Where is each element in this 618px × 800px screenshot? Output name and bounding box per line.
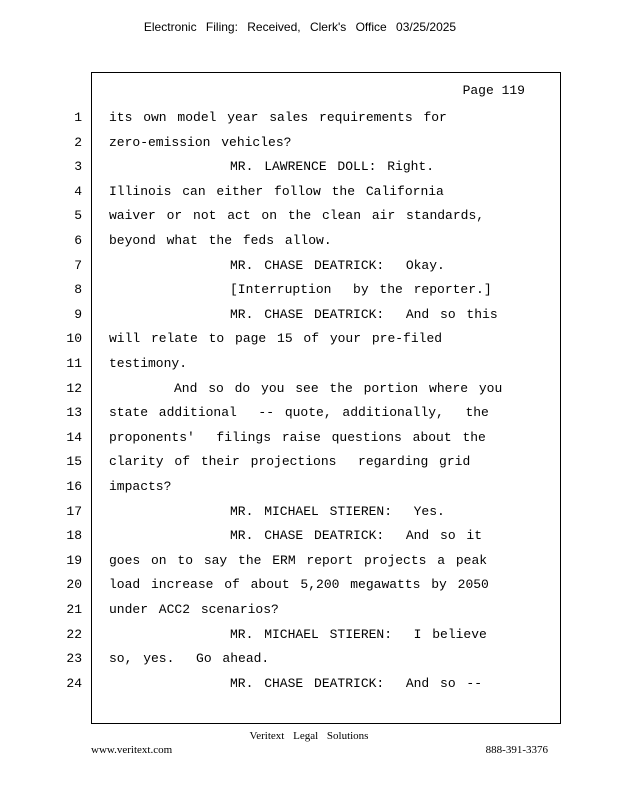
transcript-line bbox=[0, 280, 618, 300]
line-text: testimony. bbox=[109, 356, 188, 371]
line-text: so, yes. Go ahead. bbox=[109, 651, 270, 667]
footer-company: Veritext Legal Solutions bbox=[249, 730, 369, 742]
line-number: 4 bbox=[74, 183, 82, 199]
transcript-line bbox=[0, 133, 618, 153]
line-text: clarity of their projections regarding grid bbox=[109, 454, 471, 470]
line-number: 21 bbox=[66, 602, 82, 617]
line-text: MR. MICHAEL STIEREN: I believe bbox=[230, 626, 487, 642]
line-number: 15 bbox=[66, 454, 82, 470]
transcript-line bbox=[0, 329, 618, 349]
line-text: beyond what the feds allow. bbox=[109, 233, 332, 248]
transcript-line bbox=[0, 157, 618, 177]
line-text: load increase of about 5,200 megawatts by 2050 bbox=[109, 577, 489, 593]
line-text: goes on to say the ERM report projects a peak bbox=[109, 552, 488, 568]
line-number: 24 bbox=[66, 675, 82, 691]
transcript-line bbox=[0, 674, 618, 694]
transcript-line bbox=[0, 452, 618, 472]
line-text: MR. CHASE DEATRICK: Okay. bbox=[230, 257, 445, 273]
footer-phone: 888-391-3376 bbox=[485, 744, 548, 756]
transcript-line bbox=[0, 477, 618, 497]
line-number: 12 bbox=[66, 380, 82, 396]
line-number: 2 bbox=[74, 134, 82, 150]
line-number: 10 bbox=[66, 331, 82, 347]
transcript-line bbox=[0, 256, 618, 276]
transcript-line bbox=[0, 551, 618, 571]
line-number: 13 bbox=[66, 405, 82, 421]
transcript-line bbox=[0, 354, 618, 374]
line-text: MR. LAWRENCE DOLL: Right. bbox=[230, 159, 435, 175]
line-number: 1 bbox=[74, 110, 82, 125]
line-number: 14 bbox=[66, 429, 82, 445]
line-text: proponents' filings raise questions about the bbox=[109, 429, 486, 445]
line-text: impacts? bbox=[109, 479, 172, 494]
line-number: 22 bbox=[66, 626, 82, 642]
line-number: 9 bbox=[74, 306, 82, 322]
filing-stamp: Electronic Filing: Received, Clerk's Office 03/25/2025 bbox=[143, 20, 457, 34]
line-number: 5 bbox=[74, 208, 82, 224]
line-text: MR. CHASE DEATRICK: And so -- bbox=[230, 675, 483, 691]
line-text: will relate to page 15 of your pre-filed bbox=[109, 331, 443, 347]
transcript-line bbox=[0, 182, 618, 202]
transcript-line bbox=[0, 428, 618, 448]
line-number: 6 bbox=[74, 233, 82, 248]
transcript-line bbox=[0, 379, 618, 399]
transcript-line bbox=[0, 502, 618, 522]
line-number: 3 bbox=[74, 159, 82, 175]
page-number: Page 119 bbox=[462, 83, 525, 98]
transcript-line bbox=[0, 625, 618, 645]
line-text: MR. CHASE DEATRICK: And so it bbox=[230, 528, 483, 544]
line-number: 20 bbox=[66, 577, 82, 593]
line-text: waiver or not act on the clean air standards, bbox=[109, 208, 485, 224]
transcript-line bbox=[0, 600, 618, 620]
transcript-line bbox=[0, 403, 618, 423]
footer-website: www.veritext.com bbox=[91, 744, 173, 756]
line-text: [Interruption by the reporter.] bbox=[230, 282, 492, 298]
transcript-line bbox=[0, 305, 618, 325]
line-text: Illinois can either follow the California bbox=[109, 183, 444, 199]
transcript-line bbox=[0, 649, 618, 669]
transcript-line bbox=[0, 575, 618, 595]
line-number: 18 bbox=[66, 528, 82, 544]
transcript-line bbox=[0, 206, 618, 226]
transcript-line bbox=[0, 526, 618, 546]
line-number: 16 bbox=[66, 479, 82, 494]
line-number: 19 bbox=[66, 552, 82, 568]
line-text: zero-emission vehicles? bbox=[109, 134, 292, 150]
line-number: 17 bbox=[66, 503, 82, 519]
line-number: 11 bbox=[66, 356, 82, 371]
line-text: MR. MICHAEL STIEREN: Yes. bbox=[230, 503, 445, 519]
line-number: 23 bbox=[66, 651, 82, 667]
line-text: under ACC2 scenarios? bbox=[109, 602, 279, 617]
line-text: its own model year sales requirements for bbox=[109, 110, 447, 125]
line-text: state additional -- quote, additionally, the bbox=[109, 405, 489, 421]
transcript-line bbox=[0, 231, 618, 251]
line-text: And so do you see the portion where you bbox=[174, 380, 503, 396]
line-number: 8 bbox=[74, 282, 82, 298]
line-number: 7 bbox=[74, 257, 82, 273]
line-text: MR. CHASE DEATRICK: And so this bbox=[230, 306, 498, 322]
transcript-line bbox=[0, 108, 618, 128]
